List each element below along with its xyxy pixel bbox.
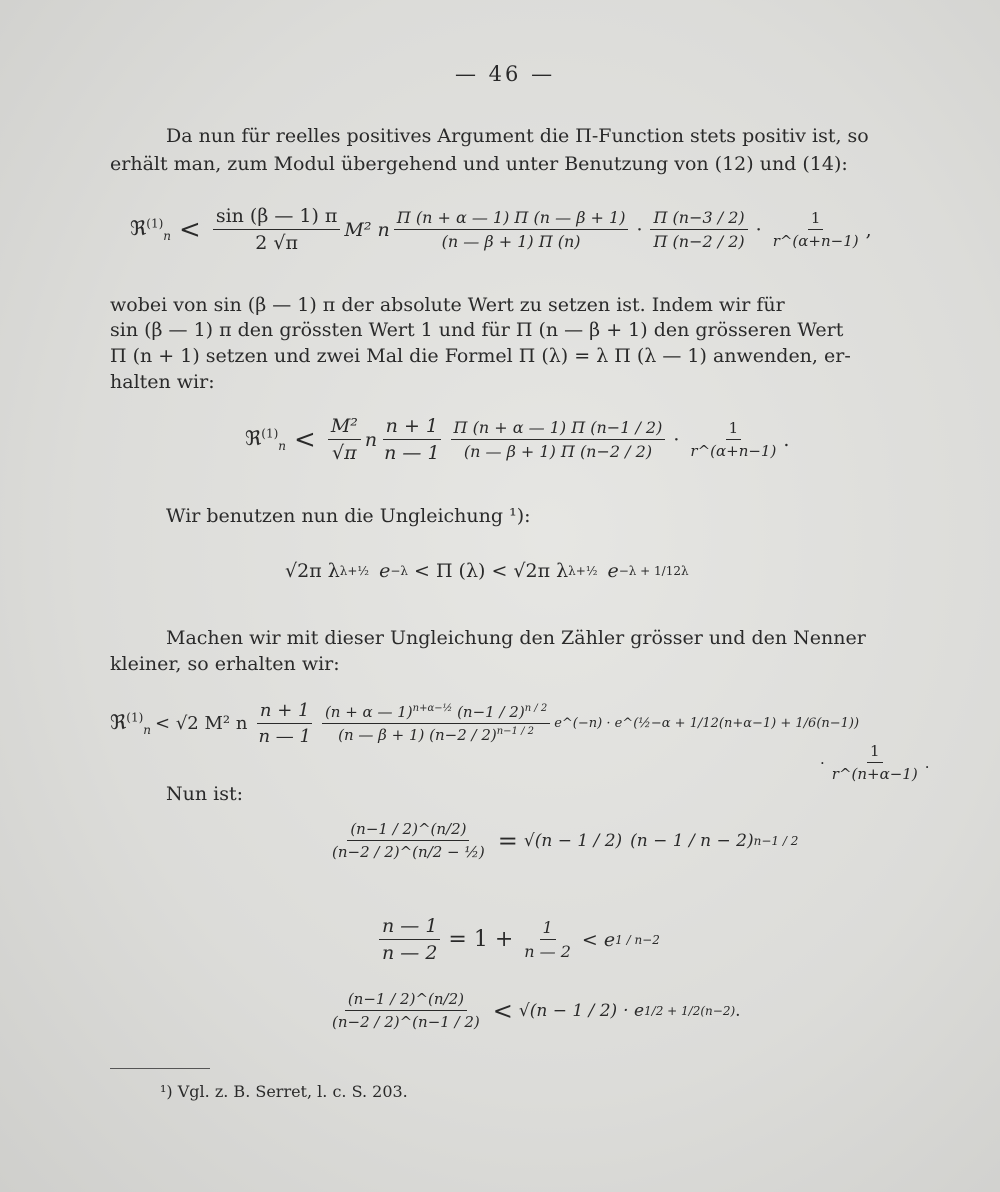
eq4-fraction-1: $\frac{n + 1}{n — 1}$ [258,700,311,747]
eq5-fraction: $\frac{(n-1 / 2)\^{}(n/2)}{\text{(n−2 / 2)\textasciicircum{}(n/2 − ½)}}$ [332,820,485,861]
equation-4: ℜ$^{(1)}_n$ < √2 M² n $\frac{n + 1}{n — 1}$ $\frac{(n + \alpha — 1)^{n+\alpha-\frac{1}{2}} (n-1 / 2)^{n / 2}}{(n — \beta + 1) (n-2 / 2)^{n-1 / 2}}$ e^(−n) · e^(½−α + 1/12(n+α−1) + 1/6(n−1)) [110,700,860,747]
paragraph-2-line-2: sin (β — 1) π den grössten Wert 1 und für Π (n — β + 1) den grösseren Wert [110,319,844,341]
eq1-middle: M² n [344,218,390,241]
eq6-fraction-1: $\frac{n — 1}{n — 2}$ [379,915,440,964]
equation-6: $\frac{n — 1}{n — 2}$ = 1 + $\frac{1}{n — 2}$ < e 1 / n−2 [375,915,660,964]
paragraph-4-line-1: Machen wir mit dieser Ungleichung den Zähler grösser und den Nenner [166,627,866,649]
equation-7: $\frac{(n-1 / 2)\^{}(n/2)}{(n-2 / 2)\^{}(n-1 / 2)}$ < √(n − 1 / 2) · e 1/2 + 1/2(n−2) . [325,990,741,1031]
equation-1: ℜ$^{(1)}_n$ < $\frac{\sin (\beta — 1) \pi}{2 √\pi}$ M² n $\frac{\Pi (n + \alpha — 1) \Pi (n — \beta + 1)}{(n — \beta + 1) \Pi (n)}$ · $\frac{\Pi (n-3 / 2)}{\Pi (n-2 / 2)}$ · $\frac{1}{r\^{}(\alpha+n-1)}$ , [130,205,872,254]
page-number: — 46 — [455,62,556,86]
equation-3: √2π λ λ+½ e −λ < Π (λ) < √2π λ λ+½ e −λ + 1/12λ [285,560,689,582]
eq1-lhs: ℜ$^{(1)}_n$ [130,216,172,243]
eq2-fraction-2: $\frac{n + 1}{n — 1}$ [384,415,440,464]
eq2-lhs: ℜ$^{(1)}_n$ [245,426,287,453]
equation-2: ℜ$^{(1)}_n$ < $\frac{\text{M²}}{√\pi}$ n $\frac{n + 1}{n — 1}$ $\frac{\Pi (n + \alpha — 1) \Pi (n-1 / 2)}{(n — \beta + 1) \Pi (n-2 / 2)}$ · $\frac{1}{r\^{}(\alpha+n-1)}$ . [245,415,790,464]
eq4-fraction-3: $\frac{1}{r\^{}(n+\alpha-1)}$ [831,742,918,783]
paragraph-2-line-3: Π (n + 1) setzen und zwei Mal die Formel Π (λ) = λ Π (λ — 1) anwenden, er- [110,345,851,367]
eq2-fraction-3: $\frac{\Pi (n + \alpha — 1) \Pi (n-1 / 2)}{(n — \beta + 1) \Pi (n-2 / 2)}$ [451,418,666,461]
paragraph-3: Wir benutzen nun die Ungleichung ¹): [166,505,531,527]
footnote: ¹) Vgl. z. B. Serret, l. c. S. 203. [160,1082,408,1101]
paragraph-2-line-1: wobei von sin (β — 1) π der absolute Wert zu setzen ist. Indem wir für [110,294,785,316]
equation-5: $\frac{(n-1 / 2)\^{}(n/2)}{\text{(n−2 / 2)\textasciicircum{}(n/2 − ½)}}$ = √(n − 1 / 2) (n − 1 / n − 2) n−1 / 2 [325,820,798,861]
eq1-fraction-2: $\frac{\Pi (n + \alpha — 1) \Pi (n — \beta + 1)}{(n — \beta + 1) \Pi (n)}$ [394,208,629,251]
eq1-fraction-3: $\frac{\Pi (n-3 / 2)}{\Pi (n-2 / 2)}$ [650,208,747,251]
eq2-fraction-1: $\frac{\text{M²}}{√\pi}$ [328,415,361,464]
paragraph-1-line-2: erhält man, zum Modul übergehend und unter Benutzung von (12) und (14): [110,153,848,175]
paragraph-2-line-4: halten wir: [110,371,215,393]
eq1-fraction-1: $\frac{\sin (\beta — 1) \pi}{2 √\pi}$ [213,205,341,254]
eq7-fraction: $\frac{(n-1 / 2)\^{}(n/2)}{(n-2 / 2)\^{}(n-1 / 2)}$ [332,990,480,1031]
eq6-fraction-2: $\frac{1}{n — 2}$ [524,918,571,961]
eq4-lhs: ℜ$^{(1)}_n$ [110,710,152,737]
paragraph-4-line-2: kleiner, so erhalten wir: [110,653,340,675]
eq1-relation: < [179,214,201,245]
equation-4-tail: · $\frac{1}{r\^{}(n+\alpha-1)}$ . [820,742,930,783]
paragraph-5: Nun ist: [166,783,244,805]
eq1-fraction-4: $\frac{1}{r\^{}(\alpha+n-1)}$ [772,209,859,250]
footnote-rule [110,1068,210,1069]
eq2-fraction-4: $\frac{1}{r\^{}(\alpha+n-1)}$ [690,419,777,460]
eq4-fraction-2: $\frac{(n + \alpha — 1)^{n+\alpha-\frac{1}{2}} (n-1 / 2)^{n / 2}}{(n — \beta + 1) (n-2 / 2)^{n-1 / 2}}$ [322,703,550,744]
paragraph-1-line-1: Da nun für reelles positives Argument die Π-Function stets positiv ist, so [166,125,869,147]
